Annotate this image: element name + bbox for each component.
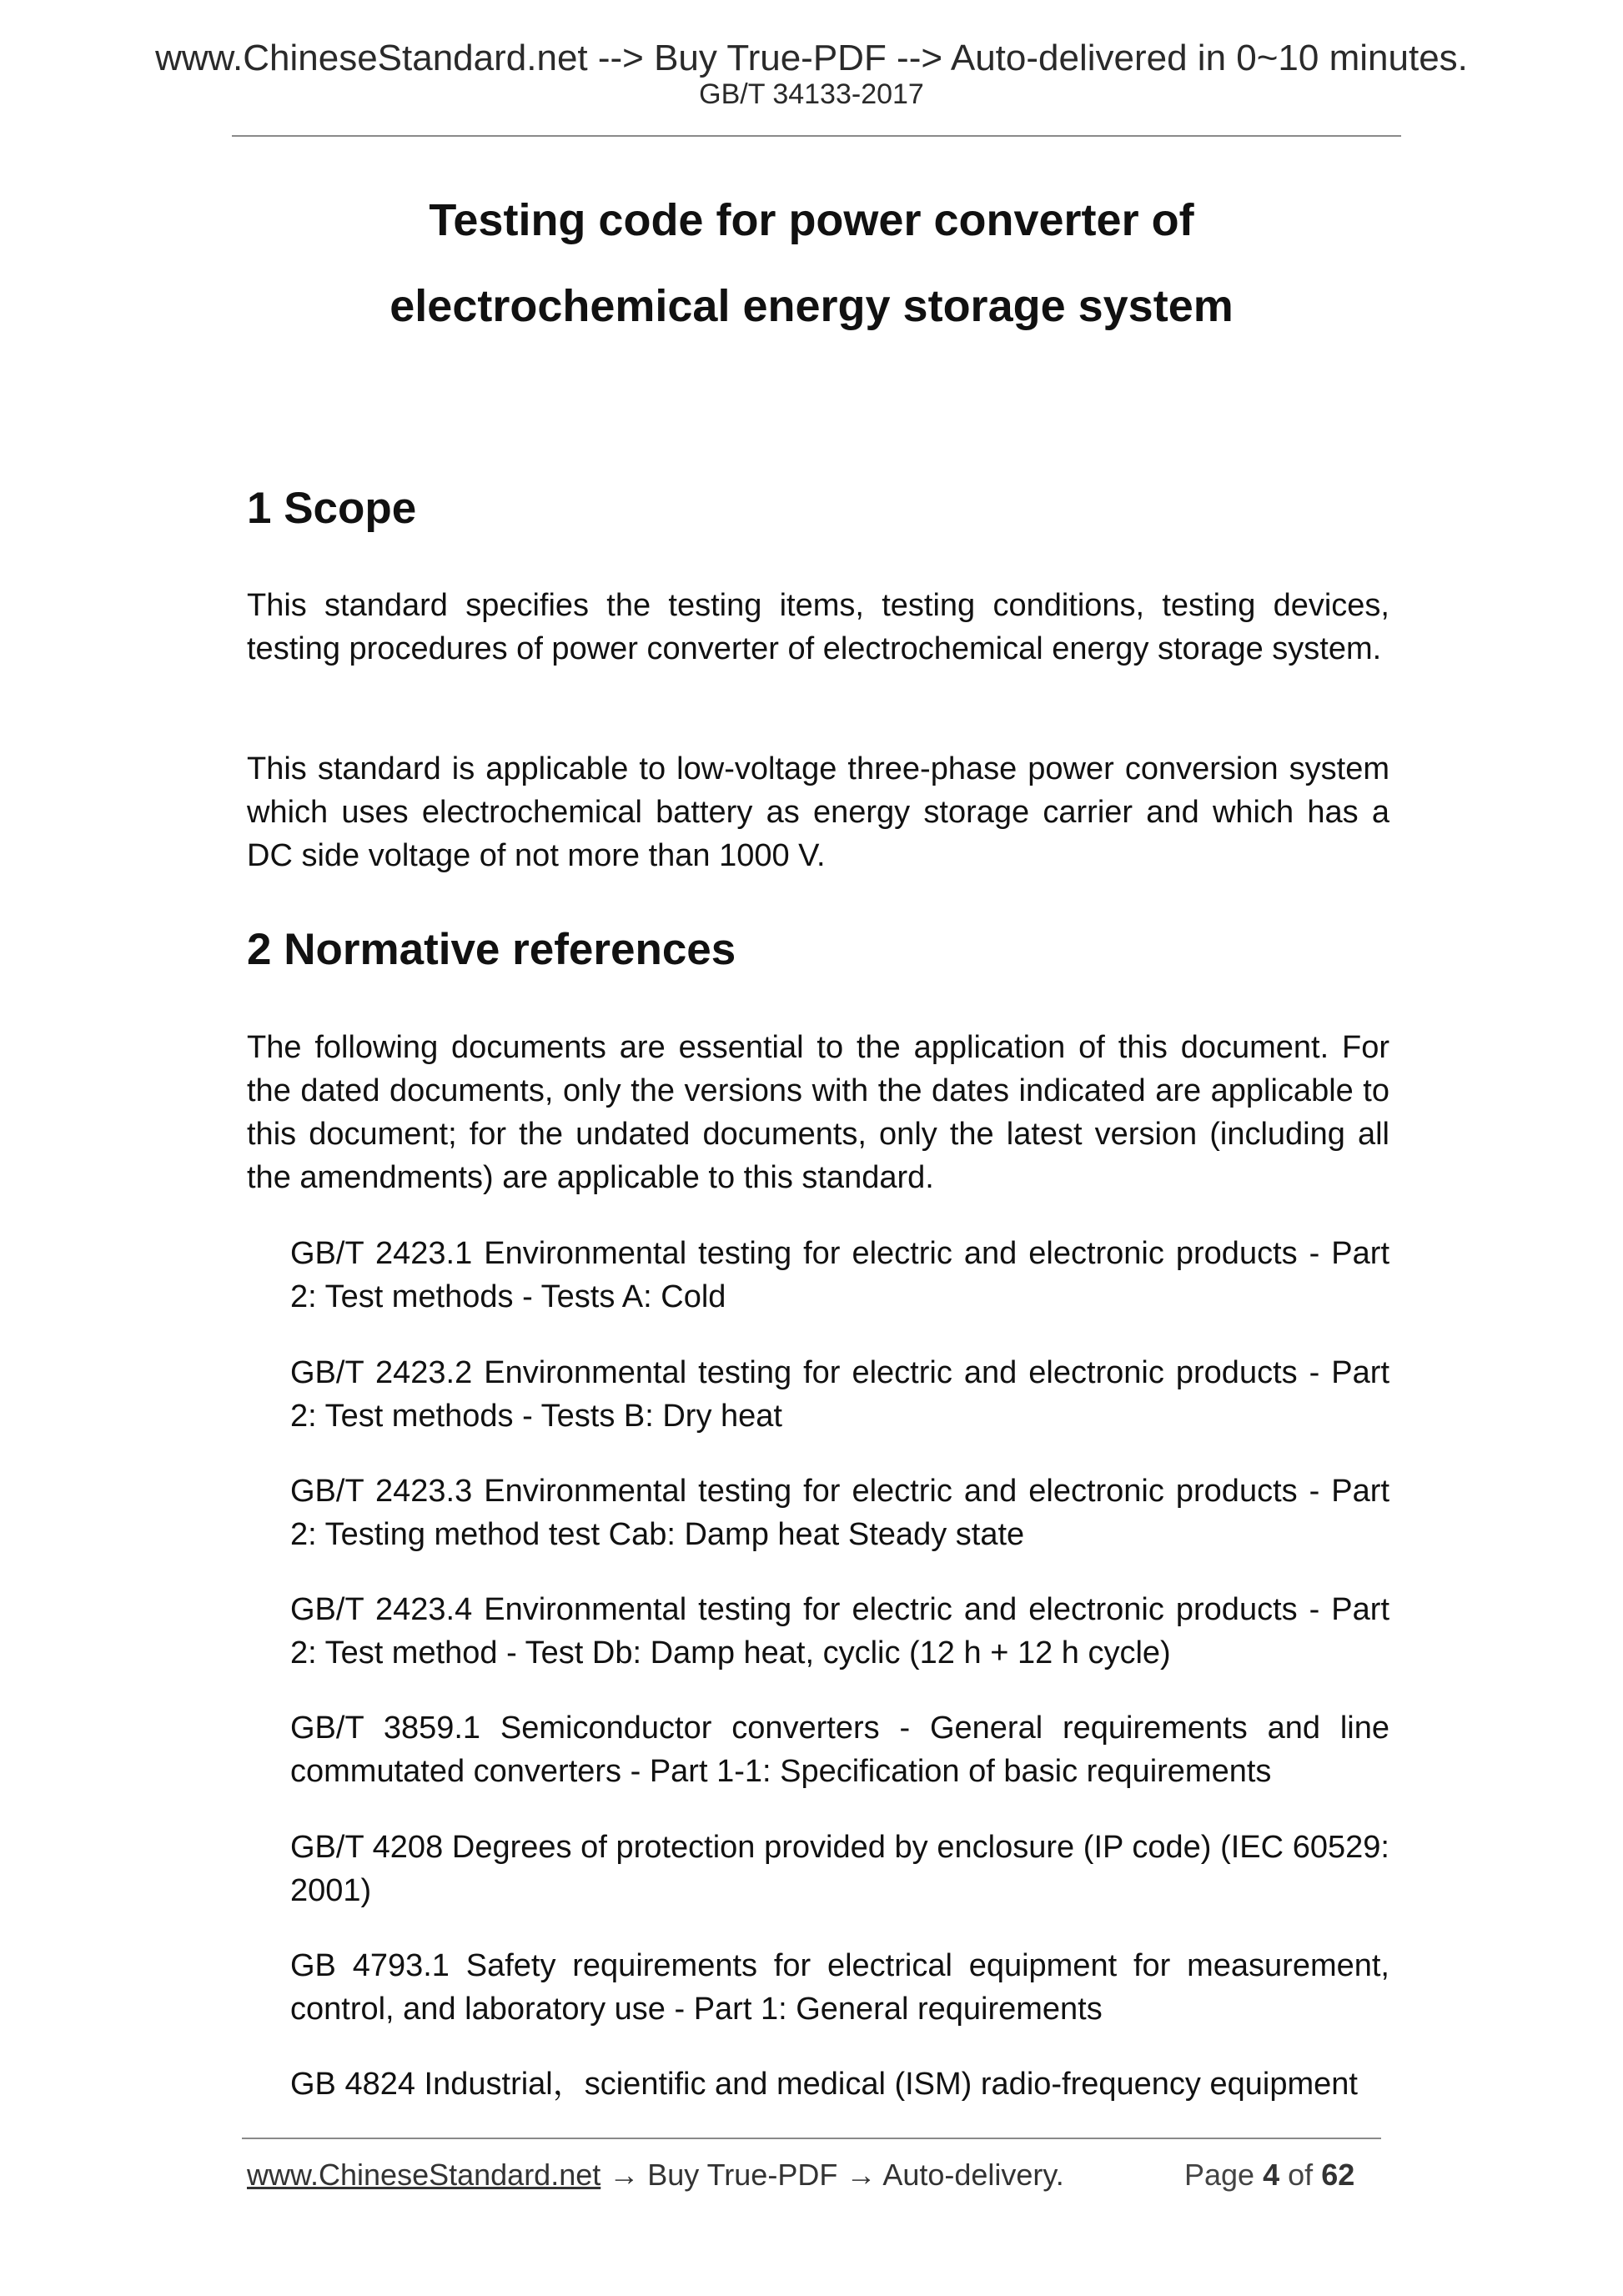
- page-indicator: [1184, 2160, 1354, 2190]
- current-page-number: 4: [1263, 2158, 1280, 2192]
- header-divider: [232, 135, 1401, 137]
- reference-item: GB 4824 Industrial，scientific and medical (ISM) radio-frequency equipment: [290, 2067, 1358, 2102]
- total-pages-number: 62: [1321, 2158, 1355, 2192]
- reference-item: GB/T 2423.4 Environmental testing for electric and electronic products - Part 2: Test method - Test Db: Damp heat, cyclic (12 h + 12 h cycle): [290, 1592, 1389, 1671]
- document-title-line-1: Testing code for power converter of: [429, 195, 1194, 245]
- page-label: Page: [1184, 2158, 1255, 2192]
- footer-promo-text: → Buy True-PDF → Auto-delivery.: [600, 2158, 1064, 2192]
- header-banner: www.ChineseStandard.net --> Buy True-PDF --> Auto-delivered in 0~10 minutes.: [155, 38, 1468, 78]
- section-heading-scope: 1 Scope: [247, 484, 417, 533]
- reference-item: GB 4793.1 Safety requirements for electrical equipment for measurement, control, and laboratory use - Part 1: General requirements: [290, 1948, 1389, 2027]
- footer-website-link[interactable]: www.ChineseStandard.net: [247, 2158, 601, 2192]
- reference-item: GB/T 2423.2 Environmental testing for electric and electronic products - Part 2: Test methods - Tests B: Dry heat: [290, 1355, 1389, 1434]
- of-label: of: [1288, 2158, 1314, 2192]
- reference-item: GB/T 3859.1 Semiconductor converters - General requirements and line commutated converters - Part 1-1: Specification of basic requirements: [290, 1711, 1389, 1789]
- normative-references-intro: The following documents are essential to the application of this document. For the dated documents, only the versions with the dates indicated are applicable to this document; for the undated documents, only the latest version (including all the amendments) are applicable to this standard.: [247, 1030, 1389, 1195]
- scope-paragraph-2: This standard is applicable to low-voltage three-phase power conversion system which uses electrochemical battery as energy storage carrier and which has a DC side voltage of not more than 1000 V.: [247, 751, 1389, 873]
- reference-item: GB/T 2423.1 Environmental testing for electric and electronic products - Part 2: Test methods - Tests A: Cold: [290, 1236, 1389, 1314]
- section-heading-normative-references: 2 Normative references: [247, 925, 736, 974]
- document-title-line-2: electrochemical energy storage system: [389, 281, 1234, 331]
- reference-item: GB/T 4208 Degrees of protection provided by enclosure (IP code) (IEC 60529: 2001): [290, 1830, 1389, 1908]
- reference-item: GB/T 2423.3 Environmental testing for electric and electronic products - Part 2: Testing method test Cab: Damp heat Steady state: [290, 1474, 1389, 1552]
- document-code: GB/T 34133-2017: [699, 78, 924, 110]
- footer-promo: [247, 2160, 1064, 2190]
- scope-paragraph-1: This standard specifies the testing items, testing conditions, testing devices, testing procedures of power converter of electrochemical energy storage system.: [247, 588, 1389, 666]
- footer-divider: [242, 2138, 1381, 2139]
